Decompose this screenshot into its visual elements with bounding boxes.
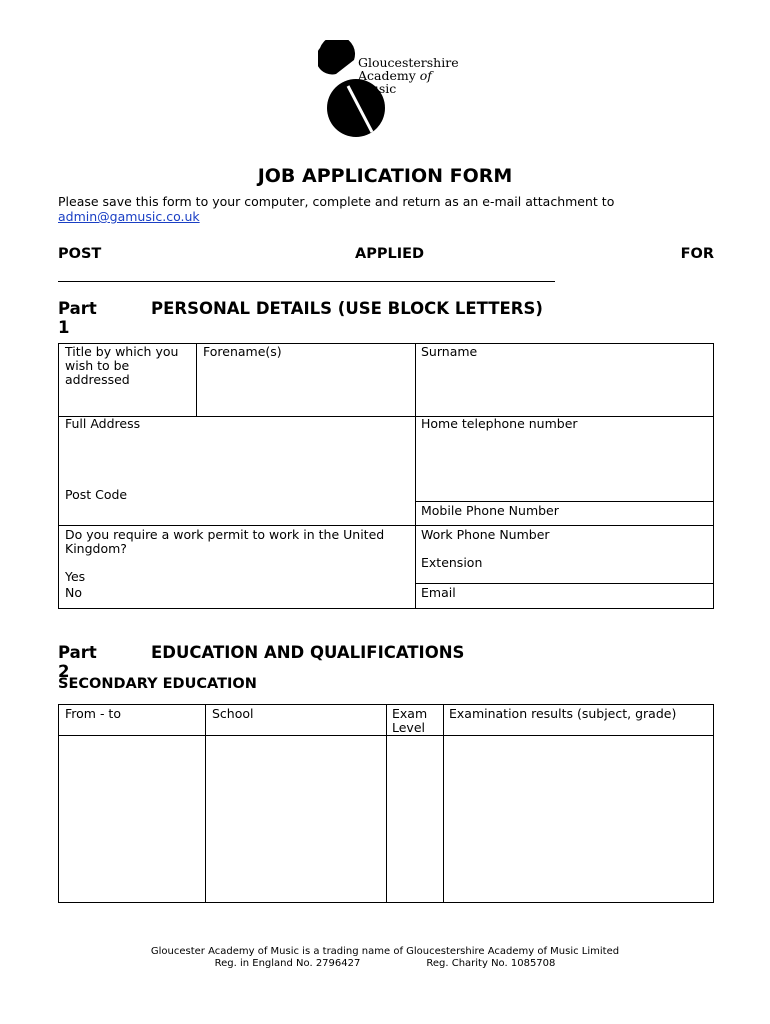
email-link[interactable]: admin@gamusic.co.uk [58, 209, 200, 224]
forenames-field[interactable]: Forename(s) [203, 344, 282, 359]
secondary-education-table [58, 704, 714, 903]
extension-field[interactable]: Extension [421, 555, 483, 570]
col-header-school: School [212, 706, 254, 721]
col-header-exam-level: Exam Level [392, 706, 428, 735]
work-permit-no-option[interactable]: No [65, 585, 82, 600]
full-address-field[interactable]: Full Address [65, 416, 141, 431]
work-phone-field[interactable]: Work Phone Number [421, 527, 550, 542]
col-header-from-to: From - to [65, 706, 121, 721]
work-permit-question: Do you require a work permit to work in the United Kingdom? [65, 527, 385, 556]
personal-details-table [58, 343, 714, 609]
from-to-cell[interactable] [60, 736, 204, 901]
post-code-field[interactable]: Post Code [65, 487, 128, 502]
footer: Gloucester Academy of Music is a trading name of Gloucestershire Academy of Music Limited Reg. in England No. 2796427 Reg. Charity No. 1085708 [150, 946, 620, 969]
school-cell[interactable] [207, 736, 385, 901]
email-field[interactable]: Email [421, 585, 456, 600]
exam-level-cell[interactable] [388, 736, 442, 901]
charity-registration: Reg. Charity No. 1085708 [426, 958, 556, 969]
mobile-phone-field[interactable]: Mobile Phone Number [421, 503, 559, 518]
secondary-education-heading: SECONDARY EDUCATION [58, 676, 257, 692]
intro-text: Please save this form to your computer, complete and return as an e-mail attachment to admin@gamusic.co.uk [58, 194, 615, 224]
company-registration: Reg. in England No. 2796427 [214, 958, 361, 969]
exam-results-cell[interactable] [445, 736, 712, 901]
page-title: JOB APPLICATION FORM [257, 165, 513, 187]
post-applied-input-line[interactable] [58, 281, 555, 282]
home-phone-field[interactable]: Home telephone number [421, 416, 578, 431]
logo-wordmark: Gloucestershire Academy of Music [358, 55, 459, 96]
surname-field[interactable]: Surname [421, 344, 478, 359]
work-permit-yes-option[interactable]: Yes [65, 569, 86, 584]
title-field[interactable]: Title by which you wish to be addressed [65, 344, 179, 387]
col-header-exam-results: Examination results (subject, grade) [449, 706, 677, 721]
